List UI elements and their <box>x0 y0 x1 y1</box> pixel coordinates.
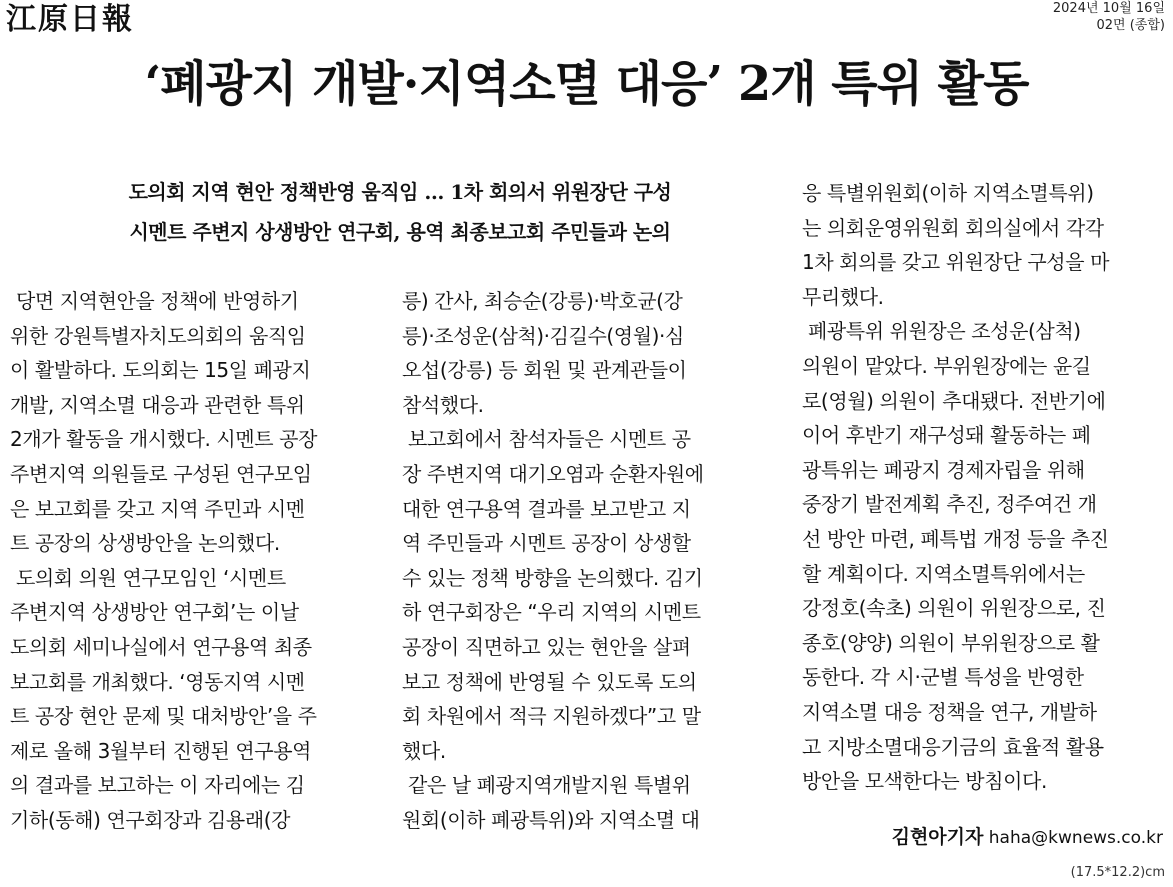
article-column-3 <box>802 176 1167 799</box>
article-line: 하 연구회장은 “우리 지역의 시멘트 <box>402 600 701 625</box>
article-line: 은 보고회를 갖고 지역 주민과 시멘 <box>10 496 305 521</box>
article-line: 공장이 직면하고 있는 현안을 살펴 <box>402 634 691 659</box>
article-line: 종호(양양) 의원이 부위원장으로 활 <box>802 630 1100 655</box>
article-line: 의 결과를 보고하는 이 자리에는 김 <box>10 773 305 798</box>
article-line: 수 있는 정책 방향을 논의했다. 김기 <box>402 565 703 590</box>
article-line: 대한 연구용역 결과를 보고받고 지 <box>402 496 691 521</box>
article-line: 는 의회운영위원회 회의실에서 각각 <box>802 215 1104 240</box>
article-line: 회 차원에서 적극 지원하겠다”고 말 <box>402 704 701 729</box>
article-line: 주변지역 상생방안 연구회’는 이날 <box>10 600 299 625</box>
article-line: 강정호(속초) 의원이 위원장으로, 진 <box>802 596 1106 621</box>
subheadings <box>20 172 780 252</box>
article-line: 위한 강원특별자치도의회의 움직임 <box>10 323 306 348</box>
article-line: 릉)·조성운(삼척)·김길수(영월)·심 <box>402 323 684 348</box>
article-column-2 <box>402 284 777 838</box>
article-line: 같은 날 폐광지역개발지원 특별위 <box>402 773 691 798</box>
issue-meta <box>1053 0 1165 34</box>
article-line: 광특위는 폐광지 경제자립을 위해 <box>802 457 1085 482</box>
headline: ‘폐광지 개발·지역소멸 대응’ 2개 특위 활동 <box>144 56 1029 112</box>
article-line: 2개가 활동을 개시했다. 시멘트 공장 <box>10 427 317 452</box>
article-line: 기하(동해) 연구회장과 김용래(강 <box>10 807 291 832</box>
article-line: 동한다. 각 시·군별 특성을 반영한 <box>802 665 1084 690</box>
article-line: 응 특별위원회(이하 지역소멸특위) <box>802 181 1094 205</box>
article-line: 제로 올해 3월부터 진행된 연구용역 <box>10 738 312 763</box>
article-line: 당면 지역현안을 정책에 반영하기 <box>10 289 299 313</box>
article-line: 주변지역 의원들로 구성된 연구모임 <box>10 461 312 486</box>
article-column-1 <box>10 284 385 838</box>
article-line: 했다. <box>402 738 446 763</box>
article-line: 중장기 발전계획 추진, 정주여건 개 <box>802 492 1097 517</box>
article-line: 선 방안 마련, 폐특법 개정 등을 추진 <box>802 526 1109 551</box>
byline <box>892 826 1163 849</box>
article-line: 이어 후반기 재구성돼 활동하는 폐 <box>802 423 1091 448</box>
article-line: 보고회에서 참석자들은 시멘트 공 <box>402 427 691 452</box>
article-line: 고 지방소멸대응기금의 효율적 활용 <box>802 734 1104 759</box>
article-line: 보고회를 개최했다. ‘영동지역 시멘 <box>10 669 305 694</box>
newspaper-logo: 江原日報 <box>6 2 134 37</box>
article-line: 지역소멸 대응 정책을 연구, 개발하 <box>802 699 1097 724</box>
article-line: 원회(이하 폐광특위)와 지역소멸 대 <box>402 807 700 832</box>
article-line: 트 공장 현안 문제 및 대처방안’을 주 <box>10 704 317 729</box>
article-line: 도의회 세미나실에서 연구용역 최종 <box>10 634 312 659</box>
article-line: 오섭(강릉) 등 회원 및 관계관들이 <box>402 358 687 383</box>
article-line: 1차 회의를 갖고 위원장단 구성을 마 <box>802 250 1109 275</box>
article-line: 로(영월) 의원이 추대됐다. 전반기에 <box>802 388 1106 413</box>
article-line: 개발, 지역소멸 대응과 관련한 특위 <box>10 392 305 417</box>
page-number: 02면 (종합) <box>1096 18 1165 33</box>
reporter-name: 김현아기자 <box>891 826 984 848</box>
article-line: 역 주민들과 시멘트 공장이 상생할 <box>402 531 691 556</box>
article-line: 트 공장의 상생방안을 논의했다. <box>10 531 280 556</box>
article-line: 의원이 맡았다. 부위원장에는 윤길 <box>802 353 1091 378</box>
article-line: 릉) 간사, 최승순(강릉)·박호균(강 <box>402 289 683 313</box>
article-line: 방안을 모색한다는 방침이다. <box>802 769 1047 794</box>
issue-date: 2024년 10월 16일 <box>1052 1 1165 16</box>
article-line: 보고 정책에 반영될 수 있도록 도의 <box>402 669 697 694</box>
subheading: 도의회 지역 현안 정책반영 움직임 … 1차 회의서 위원장단 구성 <box>128 180 672 204</box>
article-size-note: (17.5*12.2)cm <box>1070 865 1165 880</box>
article-line: 도의회 의원 연구모임인 ‘시멘트 <box>10 565 286 590</box>
article-line: 이 활발하다. 도의회는 15일 폐광지 <box>10 358 311 383</box>
article-line: 할 계획이다. 지역소멸특위에서는 <box>802 561 1085 586</box>
subheading: 시멘트 주변지 상생방안 연구회, 용역 최종보고회 주민들과 논의 <box>129 220 671 244</box>
article-line: 폐광특위 위원장은 조성운(삼척) <box>802 319 1081 344</box>
article-line: 참석했다. <box>402 392 484 417</box>
reporter-email: haha@kwnews.co.kr <box>988 828 1163 848</box>
article-line: 무리했다. <box>802 284 884 309</box>
article-line: 장 주변지역 대기오염과 순환자원에 <box>402 461 704 486</box>
